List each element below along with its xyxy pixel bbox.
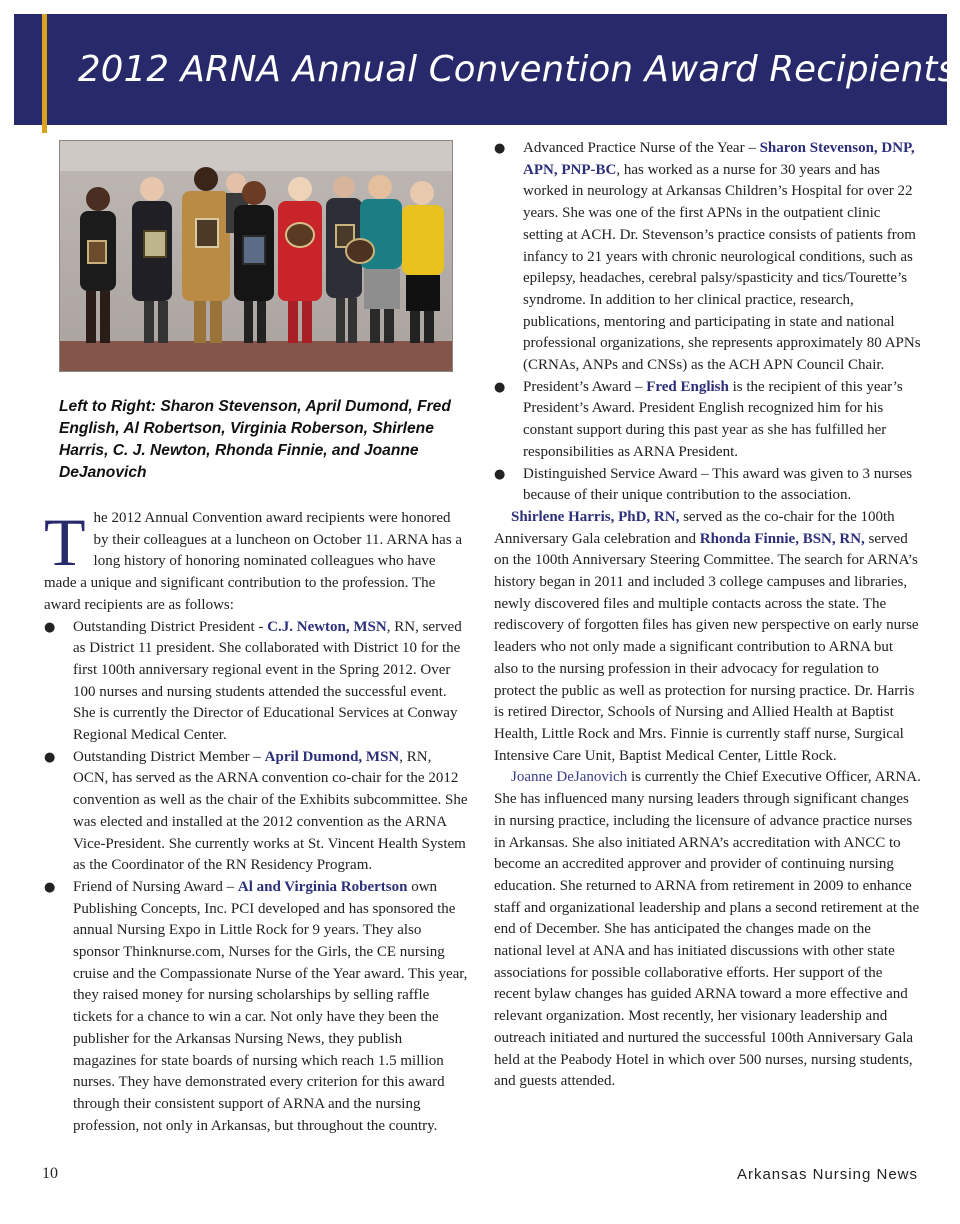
paragraph-text: served as the co-chair for the 100th Anniversary Gala celebration and <box>494 508 895 547</box>
award-title: President’s Award – <box>523 378 647 395</box>
award-text: This award was given to 3 nurses because of their unique contribution to the association. <box>523 465 913 504</box>
award-text: , RN, OCN, has served as the ARNA convention co-chair for the 2012 convention as well as the chair of the Exhibits subcommittee. She was elected and installed at the 2012 convention as the ARNA Vice-President. She currently works at St. Vincent Health System as the Coordinator of the RN Residency Program. <box>73 748 468 874</box>
list-item <box>494 138 921 377</box>
award-title: Advanced Practice Nurse of the Year – <box>523 140 760 156</box>
award-title: Distinguished Service Award – <box>523 465 713 482</box>
recipient-name: Sharon Stevenson, DNP, APN, PNP-BC <box>523 140 915 178</box>
recipient-name: Rhonda Finnie, BSN, RN, <box>699 530 865 547</box>
awards-list-right <box>494 138 921 507</box>
award-title: Outstanding District Member – <box>73 748 265 765</box>
recipient-name: April Dumond, MSN <box>264 748 400 765</box>
award-title: Outstanding District President - <box>73 618 268 635</box>
paragraph-text: is currently the Chief Executive Officer, ARNA. She has influenced many nursing leaders through significant changes in nursing practice, including the licensure of advance practice nurses in Arkansas. She also initiated ARNA’s accreditation with ANCC to become an accredited approver and provider of continuing nursing education. She returned to ARNA from retirement in 2009 to enhance staff and organizational leadership and plans a second retirement at the end of December. She has anticipated the changes made on the national level at ANA and has initiated discussions with other state associations for possible collaborative efforts. Her support of the recent bylaw changes has guided ARNA toward a more effective and relevant organization. Most recently, her visionary leadership and outreach initiated and nurtured the successful 100th Anniversary Gala held at the Peabody Hotel in which over 500 nurses, nursing students, and guests attended. <box>494 769 921 1090</box>
list-item <box>494 377 921 464</box>
publication-name: Arkansas Nursing News <box>736 1166 918 1183</box>
left-column <box>44 504 469 1137</box>
page-title: 2012 ARNA Annual Convention Award Recipients <box>78 49 957 90</box>
right-column <box>494 138 921 1093</box>
list-item <box>494 464 921 507</box>
award-text: is the recipient of this year’s President’s Award. President English recognized him for his constant support during this past year as she has fulfilled her responsibilities as ARNA President. <box>523 378 903 460</box>
page-number: 10 <box>42 1165 58 1182</box>
awards-list-left <box>44 617 469 1138</box>
bullet-icon: ● <box>494 379 506 395</box>
award-text: , RN, served as District 11 president. She collaborated with District 10 for the first 100th anniversary regional event in the Spring 2012. Over 100 nurses and nursing students attended the successful event. She is currently the Director of Educational Services at Conway Regional Medical Center. <box>73 618 462 744</box>
joanne-paragraph <box>494 767 921 1093</box>
list-item <box>44 877 469 1137</box>
bullet-icon: ● <box>494 141 506 156</box>
paragraph-text: served on the 100th Anniversary Steering Committee. The search for ARNA’s history began in 2011 and included 3 college campuses and libraries, newly discovered files and multiple contacts across the state. The rediscovery of forgotten files has given new perspective on early nurse leaders who not only made a significant contribution to ARNA but also to the nursing profession in their advocacy for regulation to protect the public as well as protection for nursing practice. Dr. Harris is retired Director, Schools of Nursing and Allied Health at Baptist Health, Little Rock and Mrs. Finnie is currently staff nurse, Surgical Intensive Care Unit, Baptist Medical Center, Little Rock. <box>494 530 919 764</box>
recipient-name: Joanne DeJanovich <box>511 769 628 786</box>
recipient-name: Al and Virginia Robertson <box>237 878 408 895</box>
photo-caption: Left to Right: Sharon Stevenson, April Dumond, Fred English, Al Robertson, Virginia Roberson, Shirlene Harris, C. J. Newton, Rhonda Finnie, and Joanne DeJanovich <box>59 398 451 481</box>
drop-cap: T <box>44 504 86 580</box>
recipient-name: C.J. Newton, MSN <box>267 618 387 635</box>
intro-paragraph <box>44 504 469 617</box>
list-item <box>44 747 469 877</box>
bullet-icon: ● <box>44 879 56 895</box>
award-title: Friend of Nursing Award – <box>73 878 238 895</box>
recipient-name: Fred English <box>646 378 729 395</box>
recipient-name: Shirlene Harris, PhD, RN, <box>511 508 680 525</box>
award-text: own Publishing Concepts, Inc. PCI developed and has sponsored the annual Nursing Expo in Little Rock for 9 years. They also sponsor Thinknurse.com, Nurses for the Girls, the CE nursing cruise and the Compassionate Nurse of the Year award. This year, they raised money for nursing scholarships by selling raffle tickets for a chance to win a car. Not only have they been the publisher for the Arkansas Nursing News, they publish magazines for state boards of nursing which reach 1.5 million nurses. They have demonstrated every criterion for this award through their consistent support of ARNA and the nursing profession, not only in Arkansas, but throughout the country. <box>73 878 468 1134</box>
distinguished-paragraph <box>494 507 921 767</box>
bullet-icon: ● <box>44 619 56 635</box>
award-text: , has worked as a nurse for 30 years and has worked in neurology at Arkansas Children’s Hospital for over 22 years. She was one of the first APNs in the outpatient clinic setting at ACH. Dr. Stevenson’s practice consists of patients from infancy to 21 years with chronic neurological conditions, such as epilepsy, headaches, cerebral palsy/spasticity and tics/Tourette’s syndrome. In addition to her clinical practice, research, publications, mentoring and participating in state and national professional organizations, she represents approximately 80 APNs (CRNAs, ANPs and CNSs) as the ACH APN Council Chair. <box>523 161 921 374</box>
list-item <box>44 617 469 747</box>
intro-text: he 2012 Annual Convention award recipients were honored by their colleagues at a luncheon on October 11. ARNA has a long history of honoring nominated colleagues who have made a unique and significant contribution to the profession. The award recipients are as follows: <box>44 510 463 613</box>
bullet-icon: ● <box>494 466 506 482</box>
award-recipients-photo <box>59 140 453 372</box>
bullet-icon: ● <box>44 749 56 765</box>
banner-accent-bar <box>42 14 47 133</box>
